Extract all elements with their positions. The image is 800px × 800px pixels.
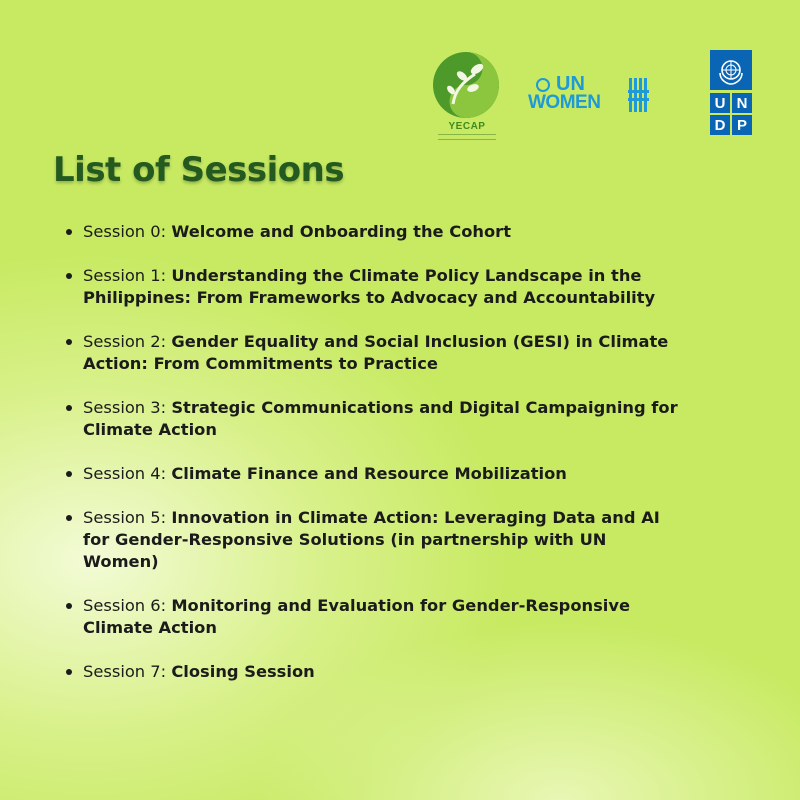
undp-letter-n: N xyxy=(732,93,752,113)
women-symbol-icon xyxy=(628,78,650,112)
bullet-icon xyxy=(66,273,72,279)
bullet-icon xyxy=(66,603,72,609)
bullet-icon xyxy=(66,471,72,477)
session-topic: Monitoring and Evaluation for Gender-Responsive Climate Action xyxy=(83,596,631,637)
session-item xyxy=(66,331,686,375)
undp-logo xyxy=(710,50,752,135)
yecap-leaf-emblem xyxy=(433,52,499,118)
session-topic: Strategic Communications and Digital Campaigning for Climate Action xyxy=(83,398,678,439)
session-topic: Welcome and Onboarding the Cohort xyxy=(171,222,511,241)
session-item xyxy=(66,265,686,309)
session-number: Session 5: xyxy=(83,508,172,527)
undp-letter-u: U xyxy=(710,93,730,113)
bullet-icon xyxy=(66,339,72,345)
yecap-wordmark: YECAP xyxy=(448,121,486,132)
session-list xyxy=(66,221,686,705)
session-topic: Understanding the Climate Policy Landscape in the Philippines: From Frameworks to Advocacy and Accountability xyxy=(83,266,656,307)
un-emblem-icon xyxy=(716,55,746,85)
session-number: Session 7: xyxy=(83,662,172,681)
bullet-icon xyxy=(66,229,72,235)
partner-logos xyxy=(432,50,752,140)
yecap-tagline-lines xyxy=(438,134,496,140)
session-item xyxy=(66,595,686,639)
undp-emblem-block xyxy=(710,50,752,90)
session-topic: Gender Equality and Social Inclusion (GESI) in Climate Action: From Commitments to Practice xyxy=(83,332,669,373)
bullet-icon xyxy=(66,405,72,411)
session-number: Session 3: xyxy=(83,398,172,417)
bullet-icon xyxy=(66,669,72,675)
page-title: List of Sessions xyxy=(53,150,345,190)
yecap-leaf-icon xyxy=(433,52,499,118)
undp-letter-p: P xyxy=(732,115,752,135)
session-topic: Closing Session xyxy=(171,662,315,681)
un-women-un-text: UN xyxy=(556,73,585,95)
session-item xyxy=(66,661,686,683)
un-women-logo xyxy=(528,75,653,115)
session-number: Session 0: xyxy=(83,222,172,241)
bullet-icon xyxy=(66,515,72,521)
session-number: Session 2: xyxy=(83,332,172,351)
session-number: Session 1: xyxy=(83,266,172,285)
session-topic: Climate Finance and Resource Mobilization xyxy=(171,464,567,483)
session-topic: Innovation in Climate Action: Leveraging Data and AI for Gender-Responsive Solutions (in partnership with UN Women) xyxy=(83,508,660,571)
session-item xyxy=(66,463,686,485)
yecap-logo xyxy=(432,50,502,140)
session-number: Session 6: xyxy=(83,596,172,615)
un-women-women-text: WOMEN xyxy=(528,92,601,113)
session-item xyxy=(66,507,686,573)
session-number: Session 4: xyxy=(83,464,172,483)
undp-letter-d: D xyxy=(710,115,730,135)
un-globe-icon xyxy=(536,78,550,92)
session-item xyxy=(66,221,686,243)
session-item xyxy=(66,397,686,441)
